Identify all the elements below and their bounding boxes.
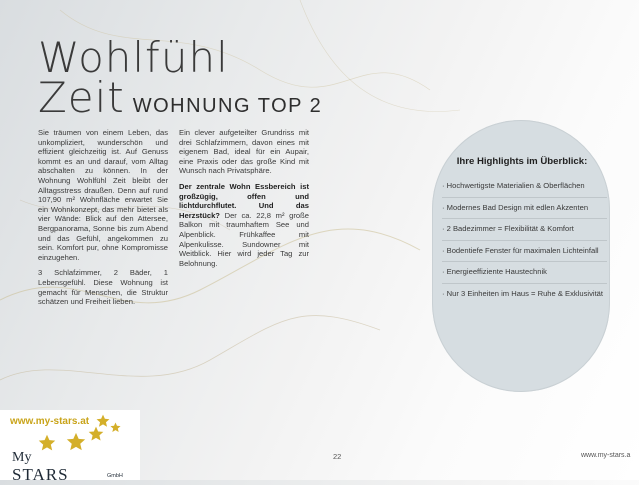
title-block — [38, 33, 323, 122]
star-icon — [88, 426, 104, 442]
highlights-title: Ihre Highlights im Überblick: — [456, 156, 588, 167]
company-logo[interactable] — [0, 410, 140, 484]
title-line-2: Zeit — [38, 73, 125, 122]
logo-my: My — [12, 450, 32, 465]
text-column-1 — [38, 128, 168, 313]
highlight-item: · Modernes Bad Design mit edlen Akzenten — [442, 198, 607, 220]
highlight-item: · Hochwertigste Materialien & Oberflächen — [442, 176, 607, 198]
column1-paragraph-1: Sie träumen von einem Leben, das unkompliziert, wunderschön und effizient gleichzeitig ist. Auf Genuss kommt es an und darauf, vom Alltag abschalten zu können. In der Wohnung Wohlfühl Zeit bleibt der Alltagsstress draußen. Denn auf rund 107,90 m² Wohnfläche erwartet Sie ein Wohnkonzept, das mehr bietet als vier Wände: Blick auf den Attersee, Bergpanorama, Sonne bis zum Abend und das Gefühl, angekommen zu sein. Komfort pur, ohne Kompromisse einzugehen. — [38, 128, 168, 262]
highlight-item: · Energieeffiziente Haustechnik — [442, 262, 607, 284]
column2-paragraph-2 — [179, 182, 309, 268]
column2-bold-lead: Der zentrale Wohn Essbereich ist großzügig, offen und lichtdurchflutet. Und das Herzstück? — [179, 181, 309, 220]
text-column-2 — [179, 128, 309, 274]
star-icon — [110, 422, 121, 433]
logo-gmbh: GmbH — [107, 473, 123, 479]
star-icon — [38, 434, 56, 452]
title-line-1: Wohlfühl — [38, 33, 229, 82]
column2-paragraph-1: Ein clever aufgeteilter Grundriss mit drei Schlafzimmern, davon eines mit eigenem Bad, ideal für ein Aupair, eine Praxis oder das große Kind mit Wunsch nach Privatsphäre. — [179, 128, 309, 176]
page-number: 22 — [333, 452, 342, 461]
logo-url: www.my-stars.at — [10, 416, 90, 427]
subtitle: WOHNUNG TOP 2 — [132, 95, 323, 117]
highlights-panel — [432, 120, 610, 392]
highlight-item: · Nur 3 Einheiten im Haus = Ruhe & Exklusivität — [442, 288, 604, 298]
title-line-2-row — [38, 73, 323, 122]
logo-stars: STARS — [12, 465, 69, 484]
column2-paragraph-2-rest: Der ca. 22,8 m² große Balkon mit traumhaftem See und Alpenblick. Frühkaffee mit Alpenkulisse. Sundowner mit Weitblick. Hier wird jeder Tag zur Belohnung. — [179, 210, 309, 268]
highlights-list — [442, 176, 607, 304]
column1-paragraph-2: 3 Schlafzimmer, 2 Bäder, 1 Lebensgefühl. Diese Wohnung ist gemacht für Menschen, die Struktur schätzen und Freiheit lieben. — [38, 268, 168, 307]
highlight-item: · 2 Badezimmer = Flexibilität & Komfort — [442, 219, 607, 241]
footer-url[interactable]: www.my-stars.a — [581, 452, 631, 459]
highlight-item: · Bodentiefe Fenster für maximalen Lichteinfall — [442, 241, 607, 263]
star-icon — [66, 432, 86, 452]
